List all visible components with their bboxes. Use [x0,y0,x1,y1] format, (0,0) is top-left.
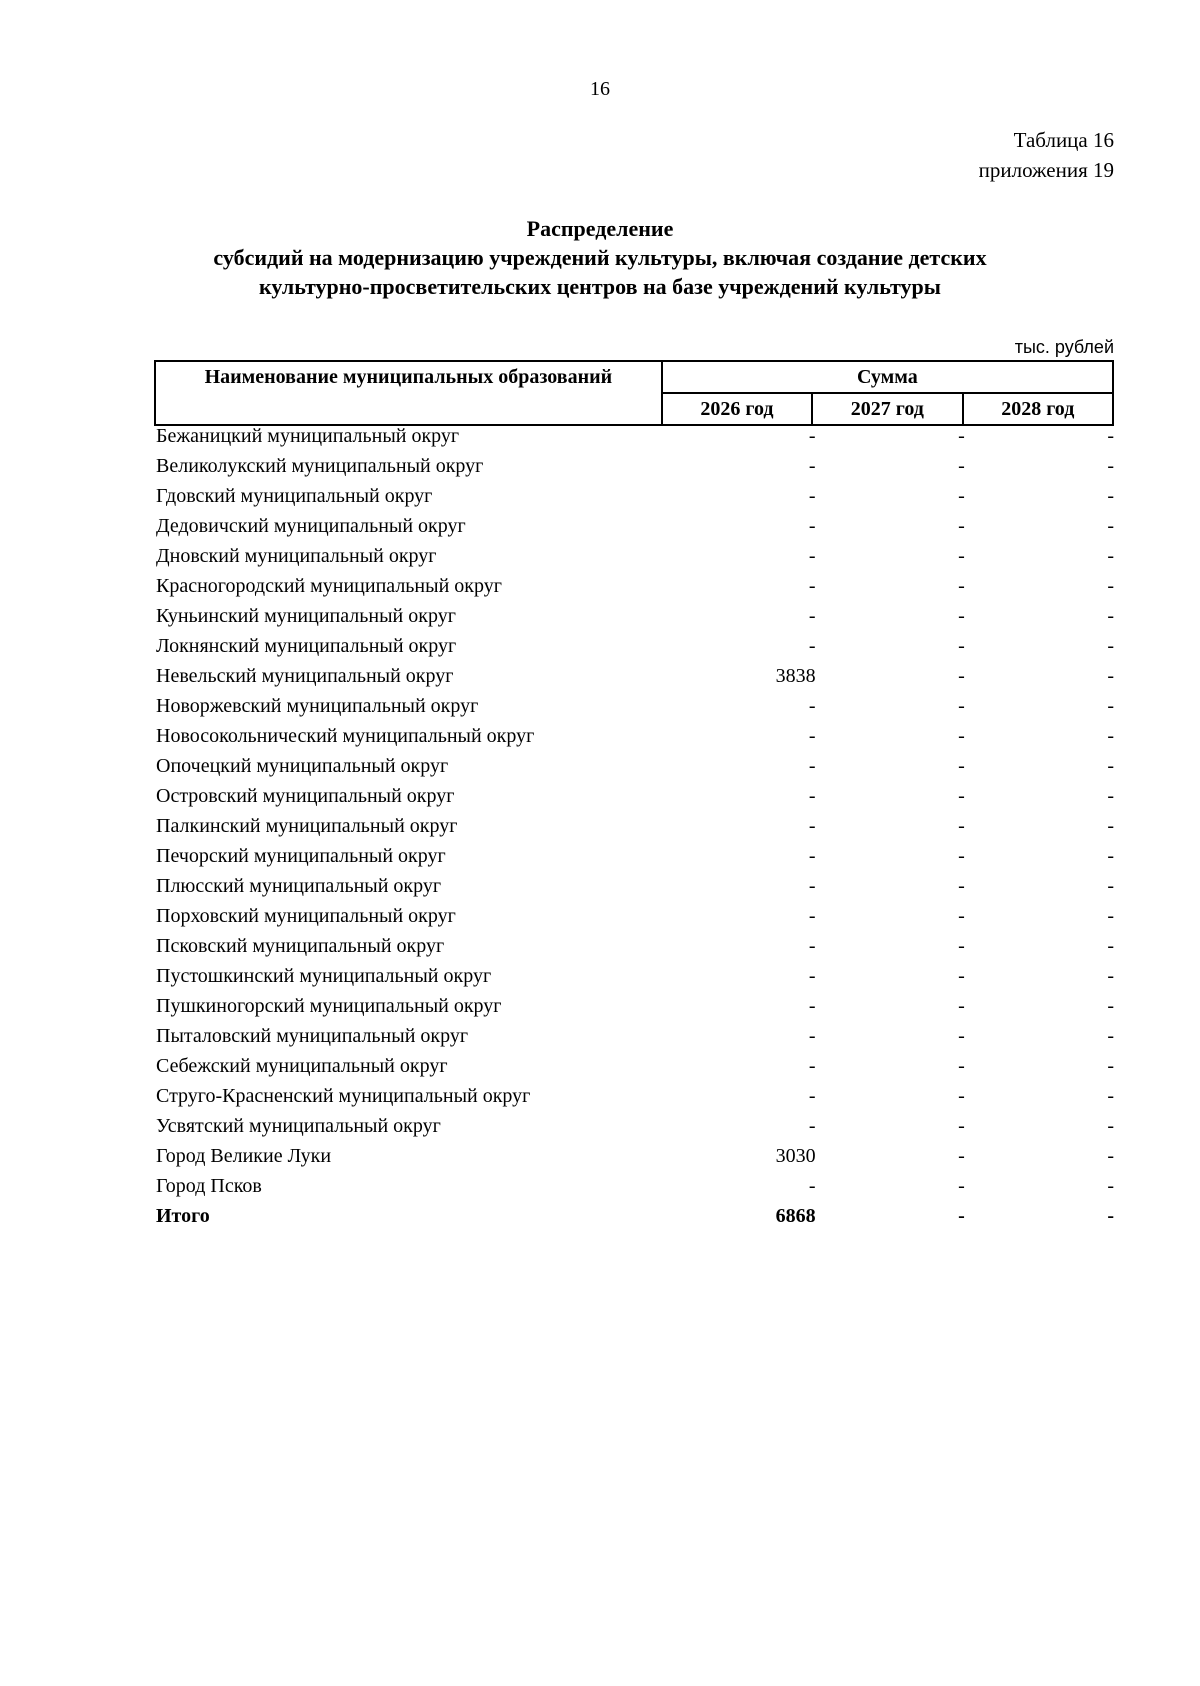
data-table-body [154,421,1114,1231]
value-2027: - [958,664,965,687]
value-2026: - [808,454,816,477]
value-2028: - [1107,994,1114,1017]
table-row [154,751,1114,781]
table-row [154,1051,1114,1081]
municipality-name: Себежский муниципальный округ [156,1054,448,1077]
value-2027: - [958,934,965,957]
value-2026: - [808,514,816,537]
table-row [154,511,1114,541]
table-row [154,541,1114,571]
value-2027: - [958,634,965,657]
municipality-name: Печорский муниципальный округ [156,844,446,867]
value-2027: - [958,1084,965,1107]
value-2028: - [1107,694,1114,717]
value-2026: - [808,634,816,657]
value-2028: - [1107,574,1114,597]
value-2027: - [958,574,965,597]
value-2028: - [1107,1114,1114,1137]
value-2027: - [958,724,965,747]
value-2028: - [1107,664,1114,687]
municipality-name: Псковский муниципальный округ [156,934,445,957]
table-row [154,781,1114,811]
value-2027: - [958,1174,965,1197]
municipality-name: Город Великие Луки [156,1144,332,1167]
value-2026: - [808,964,816,987]
value-2026: - [808,1174,816,1197]
value-2028: - [1107,454,1114,477]
table-row [154,931,1114,961]
table-header [154,360,1114,426]
value-2027: - [958,964,965,987]
municipality-name: Опочецкий муниципальный округ [156,754,449,777]
value-2028: - [1107,514,1114,537]
table-row [154,1081,1114,1111]
title-line-1: Распределение [526,216,674,241]
table-row [154,721,1114,751]
value-2028: - [1107,844,1114,867]
value-2027: - [958,1054,965,1077]
value-2027: - [958,874,965,897]
value-2028: - [1107,1024,1114,1047]
table-row [154,661,1114,691]
value-2027: - [958,904,965,927]
value-2027: - [958,694,965,717]
table-row [154,961,1114,991]
header-year-2027: 2027 год [812,393,962,425]
header-name: Наименование муниципальных образований [155,361,662,425]
municipality-name: Пушкиногорский муниципальный округ [156,994,502,1017]
value-2027: - [958,544,965,567]
header-year-2028: 2028 год [963,393,1113,425]
value-2027: - [958,454,965,477]
value-2026: - [808,694,816,717]
value-2026: - [808,574,816,597]
municipality-name: Великолукский муниципальный округ [156,454,484,477]
value-2028: - [1107,934,1114,957]
appendix-number: приложения 19 [978,158,1114,182]
municipality-name: Куньинский муниципальный округ [156,604,456,627]
table-row [154,841,1114,871]
value-2027: - [958,1144,965,1167]
value-2028: - [1107,484,1114,507]
value-2026: - [808,784,816,807]
value-2027: - [958,514,965,537]
value-2027: - [958,754,965,777]
title-line-3: культурно-просветительских центров на базе учреждений культуры [259,274,941,299]
value-2028: - [1107,1054,1114,1077]
value-2028: - [1107,754,1114,777]
municipality-name: Пустошкинский муниципальный округ [156,964,492,987]
municipality-name: Итого [156,1204,210,1227]
value-2027: - [958,994,965,1017]
page-number: 16 [590,78,610,100]
municipality-name: Дедовичский муниципальный округ [156,514,466,537]
value-2026: - [808,904,816,927]
value-2026: - [808,754,816,777]
municipality-name: Новосокольнический муниципальный округ [156,724,535,747]
value-2026: - [808,814,816,837]
value-2027: - [958,604,965,627]
value-2028: - [1107,634,1114,657]
table-row [154,571,1114,601]
value-2026: 6868 [775,1204,816,1227]
table-row [154,871,1114,901]
municipality-name: Гдовский муниципальный округ [156,484,433,507]
header-year-2026: 2026 год [662,393,812,425]
value-2026: - [808,1084,816,1107]
value-2026: - [808,874,816,897]
municipality-name: Невельский муниципальный округ [156,664,454,687]
municipality-name: Островский муниципальный округ [156,784,455,807]
value-2028: - [1107,874,1114,897]
table-row [154,901,1114,931]
table-row [154,601,1114,631]
municipality-name: Пыталовский муниципальный округ [156,1024,469,1047]
value-2028: - [1107,544,1114,567]
value-2026: - [808,604,816,627]
value-2026: - [808,1024,816,1047]
table-row [154,1171,1114,1201]
municipality-name: Красногородский муниципальный округ [156,574,502,597]
value-2027: - [958,844,965,867]
value-2027: - [958,424,965,447]
value-2027: - [958,814,965,837]
table-number: Таблица 16 [1013,128,1114,152]
value-2028: - [1107,604,1114,627]
value-2028: - [1107,424,1114,447]
value-2026: - [808,844,816,867]
header-sum: Сумма [662,361,1113,393]
value-2028: - [1107,1204,1114,1227]
municipality-name: Локнянский муниципальный округ [156,634,457,657]
value-2026: 3838 [775,664,816,687]
value-2026: - [808,934,816,957]
value-2028: - [1107,964,1114,987]
unit-label: тыс. рублей [1014,337,1114,357]
title-line-2: субсидий на модернизацию учреждений культуры, включая создание детских [213,245,987,270]
municipality-name: Плюсский муниципальный округ [156,874,442,897]
value-2026: - [808,1054,816,1077]
value-2027: - [958,484,965,507]
value-2028: - [1107,784,1114,807]
value-2028: - [1107,1174,1114,1197]
value-2026: - [808,724,816,747]
municipality-name: Палкинский муниципальный округ [156,814,458,837]
table-row [154,631,1114,661]
table-row [154,1111,1114,1141]
value-2026: - [808,484,816,507]
table-row [154,481,1114,511]
table-row [154,421,1114,451]
table-row [154,1141,1114,1171]
table-row [154,811,1114,841]
municipality-name: Новоржевский муниципальный округ [156,694,479,717]
table-row [154,691,1114,721]
total-row [154,1201,1114,1231]
municipality-name: Бежаницкий муниципальный округ [156,424,460,447]
value-2026: - [808,544,816,567]
value-2028: - [1107,814,1114,837]
value-2028: - [1107,724,1114,747]
value-2026: - [808,1114,816,1137]
value-2027: - [958,1204,965,1227]
appendix-reference [979,125,1114,185]
value-2027: - [958,784,965,807]
data-table [154,421,1114,1231]
table-row [154,1021,1114,1051]
value-2026: - [808,994,816,1017]
municipality-name: Дновский муниципальный округ [156,544,437,567]
municipality-name: Усвятский муниципальный округ [156,1114,441,1137]
value-2026: - [808,424,816,447]
table-row [154,991,1114,1021]
value-2026: 3030 [775,1144,816,1167]
value-2027: - [958,1024,965,1047]
table-row [154,451,1114,481]
value-2028: - [1107,1144,1114,1167]
document-title [0,214,1200,301]
value-2028: - [1107,904,1114,927]
value-2028: - [1107,1084,1114,1107]
municipality-name: Город Псков [156,1174,262,1197]
value-2027: - [958,1114,965,1137]
municipality-name: Порховский муниципальный округ [156,904,456,927]
municipality-name: Струго-Красненский муниципальный округ [156,1084,531,1107]
